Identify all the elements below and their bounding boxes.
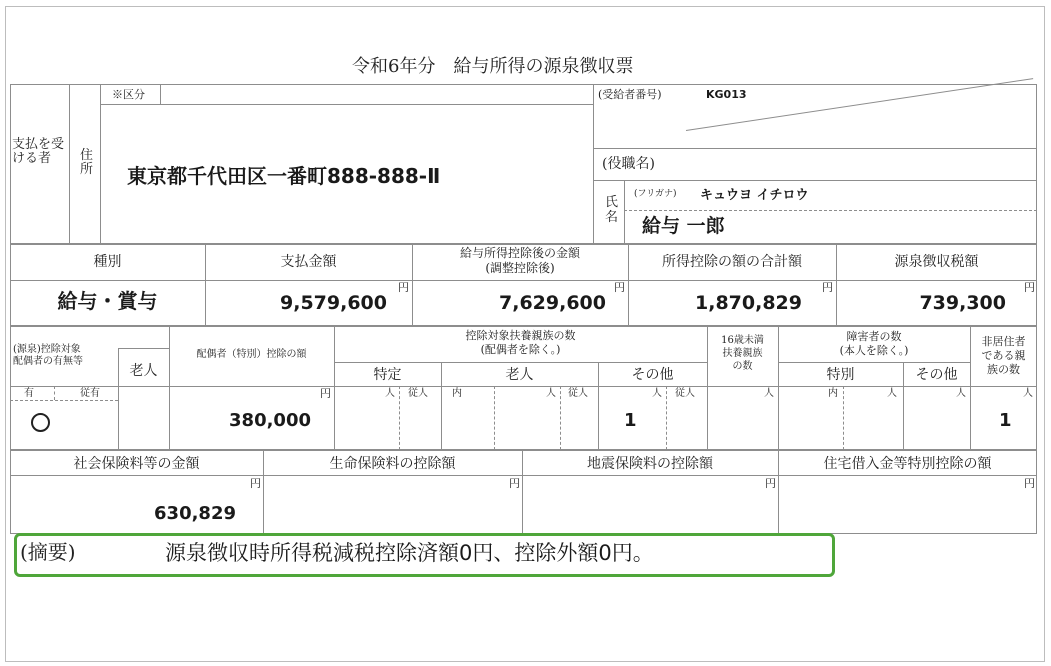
under16-label-3: の数	[732, 361, 753, 372]
housing-unit: 円	[1024, 477, 1035, 490]
type-header: 種別	[93, 254, 122, 270]
unit-person: 人	[385, 388, 395, 399]
earthquake-unit: 円	[765, 477, 776, 490]
name-value: 給与 一郎	[642, 215, 725, 237]
deduction-total-unit: 円	[822, 281, 833, 294]
spouse-label-1: (源泉)控除対象	[13, 344, 81, 355]
jyu-label: 従有	[80, 388, 100, 399]
elderly-label: 老人	[129, 363, 158, 379]
after-deduction-header-2: (調整控除後)	[485, 261, 555, 275]
unit-uchi: 内	[828, 388, 838, 399]
recipient-number-value: KG013	[706, 88, 747, 101]
spouse-mark-circle	[31, 413, 50, 432]
under16-label-2: 扶養親族	[722, 348, 763, 359]
other-label: その他	[631, 367, 674, 383]
social-insurance-header: 社会保険料等の金額	[73, 456, 200, 472]
specific-label: 特定	[373, 367, 402, 383]
address-label: 住所	[80, 148, 94, 178]
remarks-text: 源泉徴収時所得税減税控除済額0円、控除外額0円。	[165, 541, 654, 565]
disabled-label-2: (本人を除く。)	[839, 344, 909, 357]
disabled-label-1: 障害者の数	[846, 330, 902, 343]
name-label: 氏名	[605, 195, 619, 225]
disabled-special-label: 特別	[826, 367, 855, 383]
disabled-other-label: その他	[915, 367, 958, 383]
life-insurance-header: 生命保険料の控除額	[329, 456, 456, 472]
unit-uchi: 内	[452, 388, 462, 399]
unit-person: 人	[652, 388, 662, 399]
unit-person: 人	[1023, 388, 1033, 399]
deduction-total-value: 1,870,829	[695, 292, 802, 314]
tax-header: 源泉徴収税額	[894, 254, 979, 270]
dependents-label-2: (配偶者を除く。)	[480, 343, 561, 356]
payment-value: 9,579,600	[280, 292, 387, 314]
after-deduction-unit: 円	[614, 281, 625, 294]
social-unit: 円	[250, 477, 261, 490]
position-label: (役職名)	[602, 156, 655, 172]
after-deduction-value: 7,629,600	[499, 292, 606, 314]
unit-jyu: 従人	[408, 388, 428, 399]
furigana-label: (フリガナ)	[634, 189, 677, 199]
payment-unit: 円	[398, 281, 409, 294]
payment-header: 支払金額	[280, 254, 337, 270]
dependents-label-1: 控除対象扶養親族の数	[465, 329, 576, 342]
unit-jyu: 従人	[568, 388, 588, 399]
unit-jyu: 従人	[675, 388, 695, 399]
furigana-value: キュウヨ イチロウ	[700, 188, 809, 203]
unit-person: 人	[956, 388, 966, 399]
spouse-label-2: 配偶者の有無等	[13, 356, 83, 367]
after-deduction-header-1: 給与所得控除後の金額	[459, 246, 580, 260]
unit-person: 人	[764, 388, 774, 399]
elderly-label-2: 老人	[505, 367, 534, 383]
spouse-deduction-unit: 円	[320, 387, 331, 400]
address-value: 東京都千代田区一番町888-888-Ⅱ	[127, 164, 441, 188]
deduction-total-header: 所得控除の額の合計額	[662, 254, 802, 270]
page-title: 令和6年分 給与所得の源泉徴収票	[352, 56, 634, 77]
other-count-value: 1	[624, 410, 637, 431]
housing-loan-header: 住宅借入金等特別控除の額	[823, 456, 992, 472]
spouse-deduction-value: 380,000	[229, 410, 311, 431]
social-insurance-value: 630,829	[154, 503, 236, 524]
earthquake-insurance-header: 地震保険料の控除額	[587, 456, 713, 472]
tax-value: 739,300	[919, 292, 1006, 314]
nonresident-count-value: 1	[999, 410, 1012, 431]
kubun-label: ※区分	[112, 88, 145, 101]
under16-label-1: 16歳未満	[721, 335, 764, 346]
unit-person: 人	[887, 388, 897, 399]
pay-recipient-label: 支払を受ける者	[12, 137, 65, 166]
nonresident-label-2: である親	[981, 349, 1026, 362]
life-unit: 円	[509, 477, 520, 490]
nonresident-label-1: 非居住者	[981, 335, 1026, 348]
remarks-label: (摘要)	[20, 540, 76, 564]
unit-person: 人	[546, 388, 556, 399]
nonresident-label-3: 族の数	[987, 363, 1020, 376]
yes-label: 有	[24, 388, 34, 399]
type-value: 給与・賞与	[57, 289, 158, 313]
tax-unit: 円	[1024, 281, 1035, 294]
spouse-deduction-label: 配偶者（特別）控除の額	[196, 349, 307, 360]
recipient-number-label: (受給者番号)	[598, 88, 662, 101]
